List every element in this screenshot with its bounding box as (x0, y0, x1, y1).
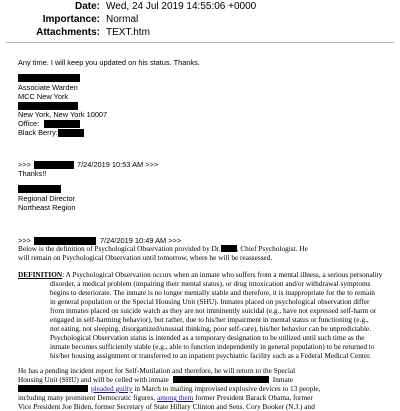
paragraph2-line-1: He has a pending incident report for Self-Mutilation and therefore, he will return to the Special (18, 366, 296, 375)
definition-line-4: in general population or the Special Housing Unit (SHU). Inmates placed on psychological observation differ (50, 297, 370, 306)
redacted-blackberry-phone (58, 129, 84, 137)
redacted-inmate-name (173, 376, 269, 383)
paragraph2-line-5: Vice President Joe Biden, former Secretary of State Hillary Clinton and Sens. Cory Booker (N.J.) and (18, 402, 315, 411)
original-line-1b: , Chief Psychologist. He (236, 244, 308, 253)
definition-line-3: begins to deteriorate. The inmate is no longer mentally stable and therefore, it is inappropriate for the to remain (50, 288, 375, 297)
header-divider (6, 42, 394, 43)
paragraph2-line-2b: Inmate (272, 375, 294, 384)
reply1-sig-title: Associate Warden (18, 83, 78, 92)
definition-line-8: Psychological Observation status is intended as a temporary designation to be utilized until such time as the (50, 333, 365, 342)
definition-line-7: not eating, not sleeping, disorganized/unusual thinking, poor self-care), his/her behavior can be unpredictable. (50, 324, 372, 333)
definition-heading: DEFINITION (18, 270, 63, 279)
definition-line-9: inmate becomes sufficiently stable (e.g., able to function independently in general population) to be returned to (50, 342, 375, 351)
definition-line-10: his/her housing assignment or transferred to an inpatient psychiatric facility such as a Federal Medical Center. (50, 351, 371, 360)
redacted-inmate-name (18, 385, 88, 392)
redacted-name (18, 74, 80, 82)
original-quote-date: 7/24/2019 10:49 AM >>> (100, 236, 182, 245)
among-them-link[interactable]: among them (157, 393, 194, 402)
redacted-office-phone (44, 120, 80, 128)
original-line-2: will remain on Psychological Observation until tomorrow, where he will be reassessed. (18, 253, 273, 262)
definition-line-1 (18, 270, 386, 279)
reply2-sig-title: Regional Director (18, 194, 76, 203)
office-label: Office: (18, 119, 40, 128)
definition-line-5: from inmates placed on suicide watch as they are not imminently suicidal (e.g., have not expressed self-harm or (50, 306, 377, 315)
original-line-1 (18, 244, 386, 253)
paragraph2-line-3 (18, 384, 386, 393)
attachments-value[interactable]: TEXT.htm (106, 27, 150, 38)
redacted-doctor-name (221, 245, 237, 252)
reply1-sig-org: MCC New York (18, 92, 69, 101)
redacted-name (18, 185, 61, 193)
redacted-address (18, 102, 78, 110)
paragraph2-line-2 (18, 375, 386, 384)
redacted-sender (34, 161, 74, 169)
paragraph2-line-2a: Housing Unit (SHU) and will be celled with inmate (18, 375, 169, 384)
original-quote-prefix: >>> (18, 236, 31, 245)
date-value: Wed, 24 Jul 2019 14:55:06 +0000 (106, 1, 257, 12)
reply2-sig-region: Northeast Region (18, 203, 76, 212)
paragraph2-line-3b: in March to mailing improvised explosive devices to 13 people, (132, 384, 321, 393)
date-label: Date: (74, 1, 100, 12)
blackberry-label: Black Berry: (18, 128, 58, 137)
reply1-sig-city: New York, New York 10007 (18, 110, 108, 119)
reply1-text: Any time. I will keep you updated on his status. Thanks. (18, 58, 200, 67)
pleaded-guilty-link[interactable]: pleaded guilty (91, 384, 133, 393)
original-line-1a: Below is the definition of Psychological Observation provided by Dr. (18, 244, 221, 253)
importance-value: Normal (106, 14, 139, 25)
attachments-label: Attachments: (36, 27, 100, 38)
reply2-quote-date: 7/24/2019 10:53 AM >>> (77, 160, 159, 169)
importance-label: Importance: (42, 14, 100, 25)
paragraph2-line-4b: former President Barack Obama, former (193, 393, 313, 402)
paragraph2-line-4 (18, 393, 386, 402)
definition-text: : A Psychological Observation occurs when an inmate who suffers from a mental illness, a serious personality (62, 270, 383, 279)
reply2-text: Thanks!! (18, 169, 47, 178)
paragraph2-line-4a: including many prominent Democratic figures, (18, 393, 158, 402)
definition-line-6: engaged in self-harming behavior), but rather, due to his/her impairment in mental status or functioning (e.g., (50, 315, 369, 324)
reply2-quote-prefix: >>> (18, 160, 31, 169)
definition-line-2: disorder, a medical problem (impairing their mental status), or drug intoxication and/or withdrawal symptoms (50, 279, 371, 288)
